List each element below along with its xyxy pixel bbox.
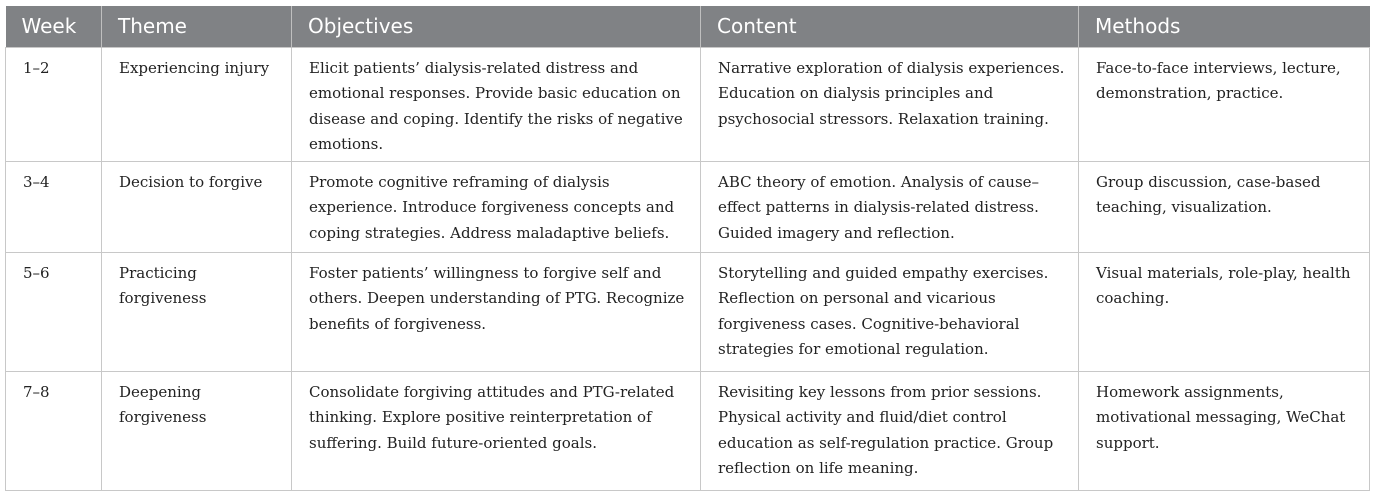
week-text: 3–4 xyxy=(23,172,50,191)
content-text: Revisiting key lessons from prior sessions. Physical activity and fluid/diet control education as self-regulation practice. Group reflection on life meaning. xyxy=(718,382,1054,477)
theme-text: Practicing forgiveness xyxy=(119,263,207,307)
table-row xyxy=(6,161,1370,252)
objectives-cell xyxy=(292,371,701,490)
methods-text: Visual materials, role-play, health coaching. xyxy=(1096,263,1351,307)
methods-text: Homework assignments, motivational messaging, WeChat support. xyxy=(1096,382,1346,452)
content-text: ABC theory of emotion. Analysis of cause–effect patterns in dialysis-related distress. Guided imagery and reflection. xyxy=(718,172,1040,242)
content-text: Storytelling and guided empathy exercises. Reflection on personal and vicarious forgiveness cases. Cognitive-behavioral strategies for emotional regulation. xyxy=(718,263,1049,358)
intervention-table xyxy=(5,6,1370,491)
content-cell xyxy=(701,161,1079,252)
content-cell xyxy=(701,47,1079,161)
theme-cell xyxy=(102,161,292,252)
header-objectives: Objectives xyxy=(292,6,701,47)
header-theme: Theme xyxy=(102,6,292,47)
header-methods: Methods xyxy=(1079,6,1370,47)
week-cell xyxy=(6,161,102,252)
table-row xyxy=(6,47,1370,161)
header-week: Week xyxy=(6,6,102,47)
week-text: 7–8 xyxy=(23,382,50,401)
objectives-text: Foster patients’ willingness to forgive self and others. Deepen understanding of PTG. Recognize benefits of forgiveness. xyxy=(309,263,685,333)
week-text: 1–2 xyxy=(23,58,50,77)
methods-text: Face-to-face interviews, lecture, demonstration, practice. xyxy=(1096,58,1341,102)
week-cell xyxy=(6,252,102,371)
methods-cell xyxy=(1079,161,1370,252)
header-content: Content xyxy=(701,6,1079,47)
theme-text: Deepening forgiveness xyxy=(119,382,207,426)
theme-cell xyxy=(102,371,292,490)
methods-cell xyxy=(1079,252,1370,371)
week-cell xyxy=(6,371,102,490)
objectives-text: Promote cognitive reframing of dialysis experience. Introduce forgiveness concepts and coping strategies. Address maladaptive beliefs. xyxy=(309,172,675,242)
week-text: 5–6 xyxy=(23,263,50,282)
objectives-cell xyxy=(292,252,701,371)
methods-text: Group discussion, case-based teaching, visualization. xyxy=(1096,172,1321,216)
objectives-text: Elicit patients’ dialysis-related distress and emotional responses. Provide basic education on disease and coping. Identify the risks of negative emotions. xyxy=(309,58,683,153)
content-cell xyxy=(701,252,1079,371)
objectives-cell xyxy=(292,161,701,252)
objectives-cell xyxy=(292,47,701,161)
objectives-text: Consolidate forgiving attitudes and PTG-related thinking. Explore positive reinterpretation of suffering. Build future-oriented goals. xyxy=(309,382,675,452)
theme-cell xyxy=(102,252,292,371)
theme-text: Decision to forgive xyxy=(119,172,263,191)
table-row xyxy=(6,371,1370,490)
content-text: Narrative exploration of dialysis experiences. Education on dialysis principles and psychosocial stressors. Relaxation training. xyxy=(718,58,1065,128)
theme-text: Experiencing injury xyxy=(119,58,270,77)
table-row xyxy=(6,252,1370,371)
header-row xyxy=(6,6,1370,47)
week-cell xyxy=(6,47,102,161)
methods-cell xyxy=(1079,371,1370,490)
content-cell xyxy=(701,371,1079,490)
theme-cell xyxy=(102,47,292,161)
methods-cell xyxy=(1079,47,1370,161)
